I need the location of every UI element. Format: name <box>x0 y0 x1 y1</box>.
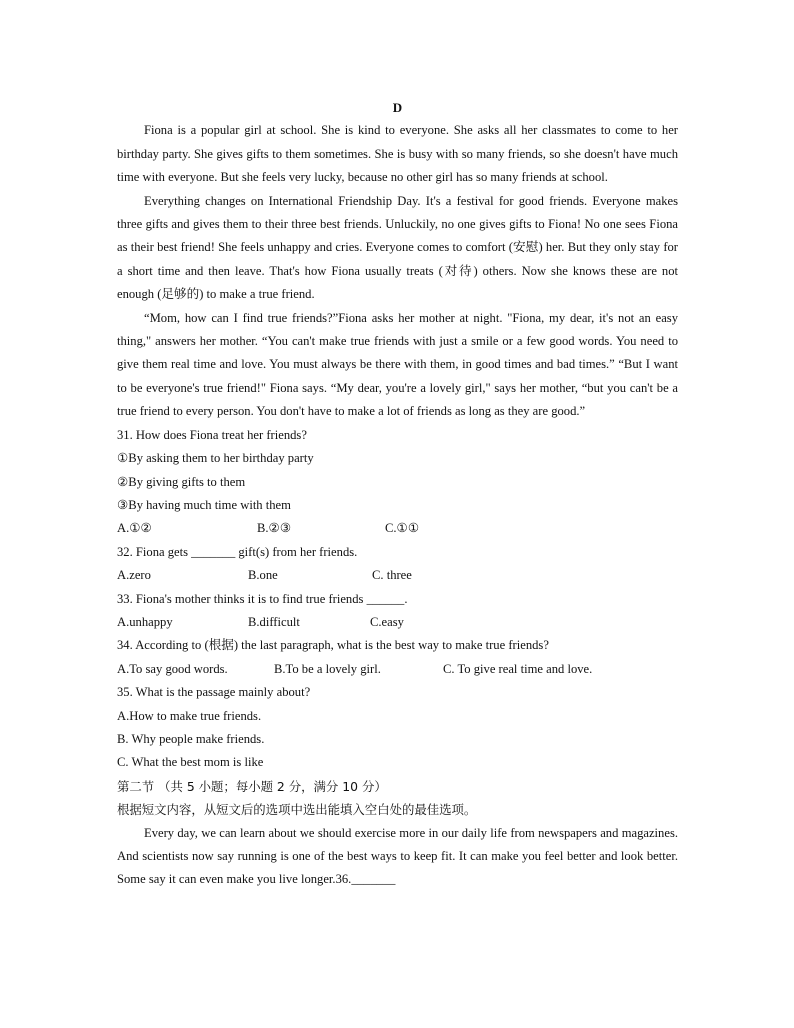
passage-paragraph-1: Fiona is a popular girl at school. She is kind to everyone. She asks all her classmates to come to her birthday party. She gives gifts to them sometimes. She is busy with so many friends, so she doesn't have much time with everyone. But she feels very lucky, because no other girl has so many friends at school. <box>117 123 678 185</box>
question-35-option-c: C. What the best mom is like <box>117 755 264 770</box>
question-31-stem: 31. How does Fiona treat her friends? <box>117 427 307 442</box>
question-34-option-b: B.To be a lovely girl. <box>274 661 381 676</box>
document-content <box>117 96 678 892</box>
section-2-passage: Every day, we can learn about we should exercise more in our daily life from newspapers and magazines. And scientists now say running is one of the best ways to keep fit. It can make you feel better and look better. Some say it can even make you live longer.36._______ <box>117 825 678 887</box>
question-32-stem: 32. Fiona gets _______ gift(s) from her friends. <box>117 544 358 559</box>
question-32-option-a: A.zero <box>117 568 151 583</box>
passage-paragraph-3: “Mom, how can I find true friends?”Fiona asks her mother at night. "Fiona, my dear, it's not an easy thing," answers her mother. “You can't make true friends with just a smile or a few good words. You need to give them real time and love. You must always be there with them, in good times and bad times.” “But I want to be everyone's true friend!" Fiona says. “My dear, you're a lovely girl," says her mother, “but you can't be a true friend to every person. You don't have to make a lot of friends as long as they are good.” <box>117 310 678 419</box>
section-title: D <box>392 100 403 115</box>
question-35-stem: 35. What is the passage mainly about? <box>117 685 311 700</box>
question-32-options <box>117 564 678 587</box>
section-2-heading: 第二节 （共 5 小题；每小题 2 分，满分 10 分） <box>117 778 387 794</box>
question-31-option-a: A.①② <box>117 521 152 536</box>
section-2-instruction: 根据短文内容，从短文后的选项中选出能填入空白处的最佳选项。 <box>117 802 477 818</box>
question-35-option-b: B. Why people make friends. <box>117 731 265 746</box>
question-33-option-c: C.easy <box>370 614 404 629</box>
question-35-option-a: A.How to make true friends. <box>117 708 262 723</box>
question-33-option-b: B.difficult <box>248 614 300 629</box>
question-33-stem: 33. Fiona's mother thinks it is to find true friends ______. <box>117 591 408 606</box>
question-31-option-b: B.②③ <box>257 521 292 536</box>
question-34-option-c: C. To give real time and love. <box>443 661 593 676</box>
question-31-item-3: ③By having much time with them <box>117 497 291 512</box>
question-31-options <box>117 517 678 540</box>
question-34-options <box>117 658 678 681</box>
question-32-option-c: C. three <box>372 568 412 583</box>
question-34-stem: 34. According to (根据) the last paragraph, what is the best way to make true friends? <box>117 638 549 653</box>
question-33-option-a: A.unhappy <box>117 614 173 629</box>
question-32-option-b: B.one <box>248 568 278 583</box>
question-34-option-a: A.To say good words. <box>117 661 228 676</box>
question-31-option-c: C.①① <box>385 521 420 536</box>
question-31-item-1: ①By asking them to her birthday party <box>117 451 314 466</box>
passage-paragraph-2: Everything changes on International Friendship Day. It's a festival for good friends. Everyone makes three gifts and gives them to their three best friends. Unluckily, no one gives gifts to Fiona! No one sees Fiona as their best friend! She feels unhappy and cries. Everyone comes to comfort (安慰) her. But they only stay for a short time and then leave. That's how Fiona usually treats (对待) others. Now she knows these are not enough (足够的) to make a true friend. <box>117 193 678 302</box>
question-31-item-2: ②By giving gifts to them <box>117 474 246 489</box>
question-33-options <box>117 611 678 634</box>
